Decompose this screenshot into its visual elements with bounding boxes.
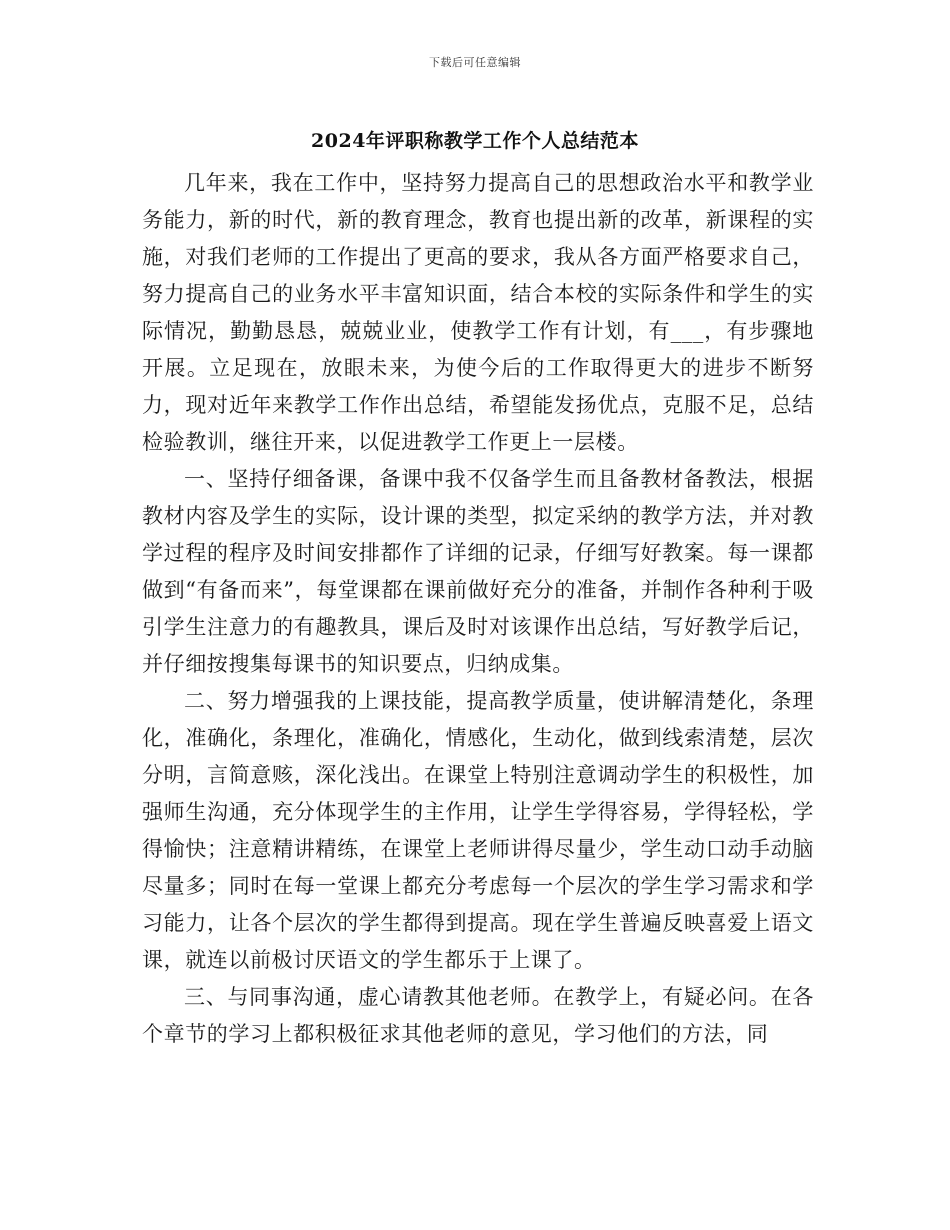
paragraph-section-1: 一、坚持仔细备课，备课中我不仅备学生而且备教材备教法，根据教材内容及学生的实际，设计课的类型，拟定采纳的教学方法，并对教学过程的程序及时间安排都作了详细的记录，仔细写好教案。每一课都做到“有备而来”，每堂课都在课前做好充分的准备，并制作各种利于吸引学生注意力的有趣教具，课后及时对该课作出总结，写好教学后记，并仔细按搜集每课书的知识要点，归纳成集。 [142, 467, 814, 676]
page-header-note: 下载后可任意编辑 [429, 56, 521, 69]
paragraph-intro: 几年来，我在工作中，坚持努力提高自己的思想政治水平和教学业务能力，新的时代，新的教育理念，教育也提出新的改革，新课程的实施，对我们老师的工作提出了更高的要求，我从各方面严格要求自己，努力提高自己的业务水平丰富知识面，结合本校的实际条件和学生的实际情况，勤勤恳恳，兢兢业业，使教学工作有计划，有___，有步骤地开展。立足现在，放眼未来，为使今后的工作取得更大的进步不断努力，现对近年来教学工作作出总结，希望能发扬优点，克服不足，总结检验教训，继往开来，以促进教学工作更上一层楼。 [142, 171, 814, 454]
document-body [142, 165, 814, 1053]
paragraph-section-3: 三、与同事沟通，虚心请教其他老师。在教学上，有疑必问。在各个章节的学习上都积极征求其他老师的意见，学习他们的方法，同 [142, 985, 814, 1046]
document-title: 2024年评职称教学工作个人总结范本 [311, 130, 639, 152]
paragraph-section-2: 二、努力增强我的上课技能，提高教学质量，使讲解清楚化，条理化，准确化，条理化，准确化，情感化，生动化，做到线索清楚，层次分明，言简意赅，深化浅出。在课堂上特别注意调动学生的积极性，加强师生沟通，充分体现学生的主作用，让学生学得容易，学得轻松，学得愉快；注意精讲精练，在课堂上老师讲得尽量少，学生动口动手动脑尽量多；同时在每一堂课上都充分考虑每一个层次的学生学习需求和学习能力，让各个层次的学生都得到提高。现在学生普遍反映喜爱上语文课，就连以前极讨厌语文的学生都乐于上课了。 [142, 689, 814, 972]
